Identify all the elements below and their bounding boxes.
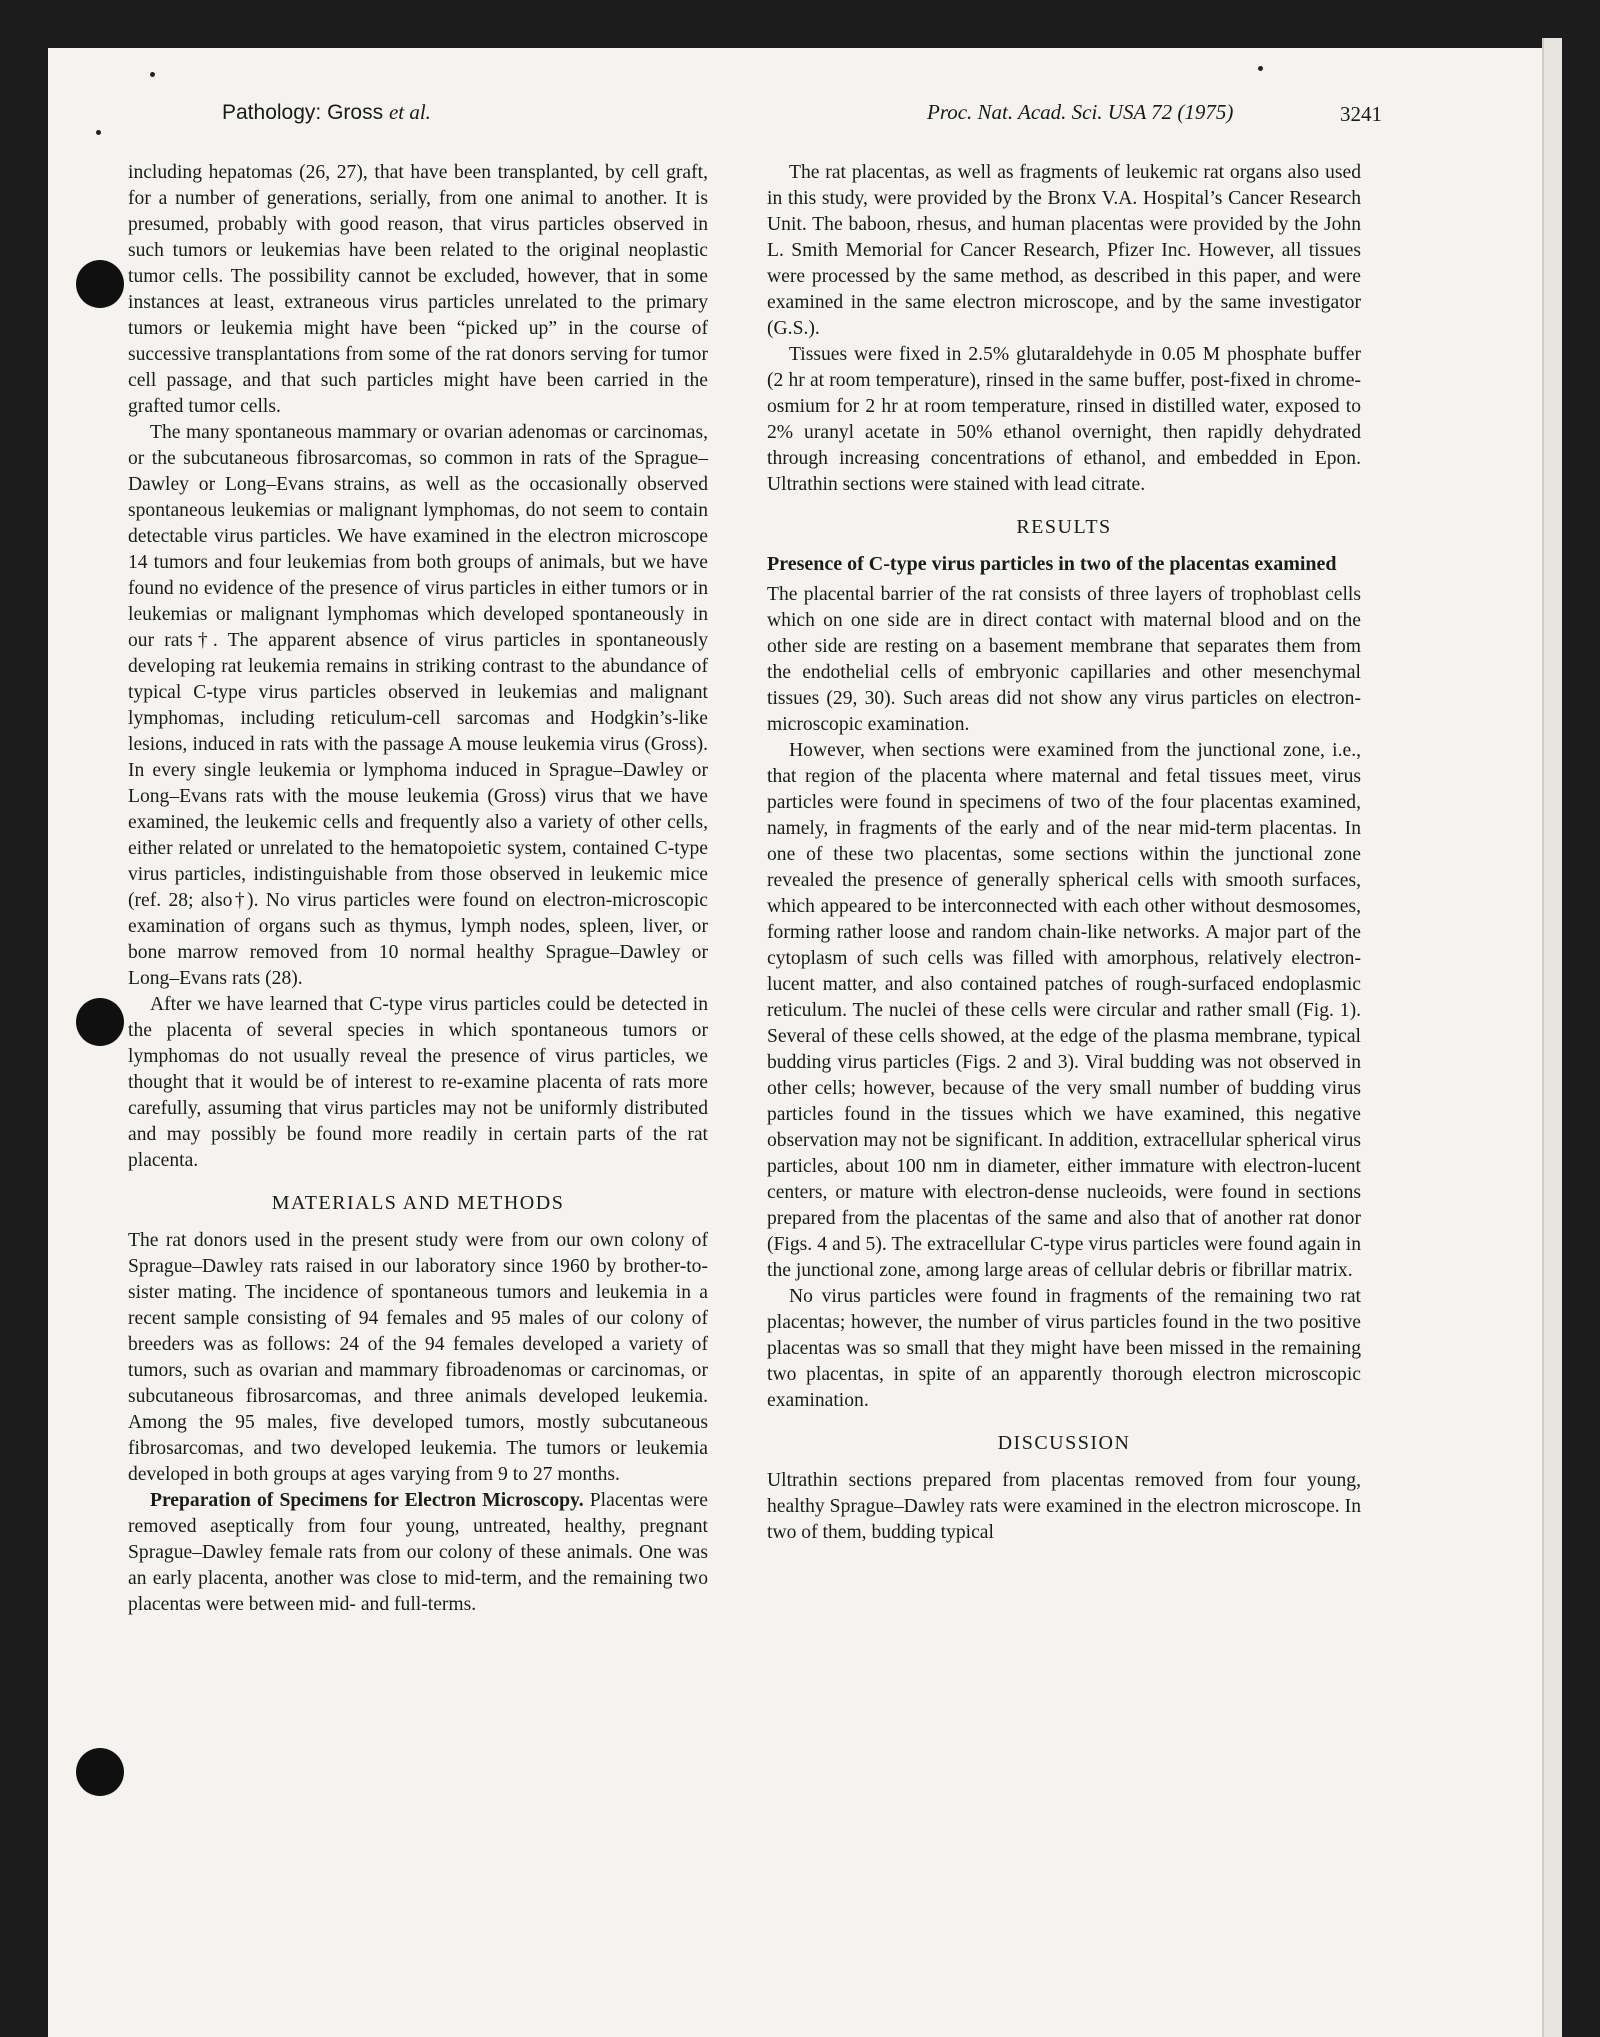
page-edge <box>1542 38 1562 2037</box>
section-heading-methods: MATERIALS AND METHODS <box>271 1192 565 1214</box>
paragraph: Preparation of Specimens for Electron Microscopy. Placentas were removed aseptically from four young, untreated, healthy, pregnant Sprague–Dawley female rats from our colony of these animals. One was an early placenta, another was close to mid-term, and the remaining two placentas were between mid- and full-terms. <box>128 1490 708 1615</box>
page-number: 3241 <box>1340 102 1382 126</box>
paragraph: Ultrathin sections prepared from placentas removed from four young, healthy Sprague–Dawley rats were examined in the electron microscope. In two of them, budding typical <box>767 1470 1361 1543</box>
paragraph: The rat placentas, as well as fragments of leukemic rat organs also used in this study, were provided by the Bronx V.A. Hospital’s Cancer Research Unit. The baboon, rhesus, and human placentas were provided by the John L. Smith Memorial for Cancer Research, Pfizer Inc. However, all tissues were processed by the same method, as described in this paper, and were examined in the same electron microscope, and by the same investigator (G.S.). <box>767 162 1361 339</box>
paragraph: After we have learned that C-type virus particles could be detected in the placenta of several species in which spontaneous tumors or lymphomas do not usually reveal the presence of virus particles, we thought that it would be of interest to re-examine placenta of rats more carefully, assuming that virus particles may not be uniformly distributed and may possibly be found more readily in certain parts of the rat placenta. <box>128 994 708 1171</box>
subsection-heading: Presence of C-type virus particles in two of the placentas examined <box>767 553 1337 575</box>
header-journal: Proc. Nat. Acad. Sci. USA 72 (1975) <box>927 100 1234 124</box>
paragraph: including hepatomas (26, 27), that have been transplanted, by cell graft, for a number of generations, serially, from one animal to another. It is presumed, probably with good reason, that virus particles observed in such tumors or leukemias have been related to the original neoplastic tumor cells. The possibility cannot be excluded, however, that in some instances at least, extraneous virus particles unrelated to the primary tumors or leukemia might have been “picked up” in the course of successive transplantations from some of the rat donors serving for tumor cell passage, and that such particles might have been carried in the grafted tumor cells. <box>128 162 708 417</box>
section-heading-results: RESULTS <box>1016 516 1112 538</box>
paragraph: The placental barrier of the rat consists of three layers of trophoblast cells which on one side are in direct contact with maternal blood and on the other side are resting on a basement membrane that separates them from the endothelial cells of embryonic capillaries and other mesenchymal tissues (29, 30). Such areas did not show any virus particles on electron-microscopic examination. <box>767 584 1361 735</box>
running-header <box>222 100 1382 134</box>
speck <box>150 72 155 77</box>
punch-hole <box>76 1748 124 1796</box>
section-heading-discussion: DISCUSSION <box>997 1432 1131 1454</box>
header-author: Pathology: Gross et al. <box>222 100 431 124</box>
speck <box>96 130 101 135</box>
punch-hole <box>76 260 124 308</box>
speck <box>1258 66 1263 71</box>
paragraph: The rat donors used in the present study were from our own colony of Sprague–Dawley rats raised in our laboratory since 1960 by brother-to-sister mating. The incidence of spontaneous tumors and leukemia in a recent sample consisting of 94 females and 95 males of our colony of breeders was as follows: 24 of the 94 females developed a variety of tumors, such as ovarian and mammary fibroadenomas or carcinomas, or subcutaneous fibrosarcomas, and three animals developed leukemia. Among the 95 males, five developed tumors, mostly subcutaneous fibrosarcomas, and two developed leukemia. The tumors or leukemia developed in both groups at ages varying from 9 to 27 months. <box>128 1230 708 1485</box>
paragraph: However, when sections were examined from the junctional zone, i.e., that region of the placenta where maternal and fetal tissues meet, virus particles were found in specimens of two of the four placentas examined, namely, in fragments of the early and of the near mid-term placentas. In one of these two placentas, some sections within the junctional zone revealed the presence of generally spherical cells with smooth surfaces, which appeared to be interconnected with each other without desmosomes, forming rather loose and random chain-like networks. A major part of the cytoplasm of such cells was filled with amorphous, relatively electron-lucent matter, and also contained patches of rough-surfaced endoplasmic reticulum. The nuclei of these cells were circular and rather small (Fig. 1). Several of these cells showed, at the edge of the plasma membrane, typical budding virus particles (Figs. 2 and 3). Viral budding was not observed in other cells; however, because of the very small number of budding virus particles found in the tissues which we have examined, this negative observation may not be significant. In addition, extracellular spherical virus particles, about 100 nm in diameter, either immature with electron-lucent centers, or mature with electron-dense nucleoids, were found in sections prepared from the placentas of the same and also that of another rat donor (Figs. 4 and 5). The extracellular C-type virus particles were found again in the junctional zone, among large areas of cellular debris or fibrillar matrix. <box>767 740 1361 1281</box>
right-column <box>767 160 1361 1546</box>
paragraph: The many spontaneous mammary or ovarian adenomas or carcinomas, or the subcutaneous fibrosarcomas, so common in rats of the Sprague–Dawley or Long–Evans strains, as well as the occasionally observed spontaneous leukemias or malignant lymphomas, do not seem to contain detectable virus particles. We have examined in the electron microscope 14 tumors and four leukemias from both groups of animals, but we have found no evidence of the presence of virus particles in either tumors or in leukemias or malignant lymphomas which developed spontaneously in our rats†. The apparent absence of virus particles in spontaneously developing rat leukemia remains in striking contrast to the abundance of typical C-type virus particles observed in leukemias and malignant lymphomas, including reticulum-cell sarcomas and Hodgkin’s-like lesions, induced in rats with the passage A mouse leukemia virus (Gross). In every single leukemia or lymphoma induced in Sprague–Dawley or Long–Evans rats with the mouse leukemia (Gross) virus that we have examined, the leukemic cells and frequently also a variety of other cells, either related or unrelated to the hematopoietic system, contained C-type virus particles, indistinguishable from those observed in leukemic mice (ref. 28; also†). No virus particles were found on electron-microscopic examination of organs such as thymus, lymph nodes, spleen, liver, or bone marrow removed from 10 normal healthy Sprague–Dawley or Long–Evans rats (28). <box>128 422 708 989</box>
punch-hole <box>76 998 124 1046</box>
left-column <box>128 160 708 1618</box>
run-in-heading: Preparation of Specimens for Electron Microscopy. <box>150 1490 584 1511</box>
paragraph: Tissues were fixed in 2.5% glutaraldehyde in 0.05 M phosphate buffer (2 hr at room temperature), rinsed in the same buffer, post-fixed in chrome-osmium for 2 hr at room temperature, rinsed in distilled water, exposed to 2% uranyl acetate in 50% ethanol overnight, then rapidly dehydrated through increasing concentrations of ethanol, and embedded in Epon. Ultrathin sections were stained with lead citrate. <box>767 344 1361 495</box>
paragraph: No virus particles were found in fragments of the remaining two rat placentas; however, the number of virus particles found in the two positive placentas was so small that they might have been missed in the remaining two placentas, in spite of an apparently thorough electron microscopic examination. <box>767 1286 1361 1411</box>
